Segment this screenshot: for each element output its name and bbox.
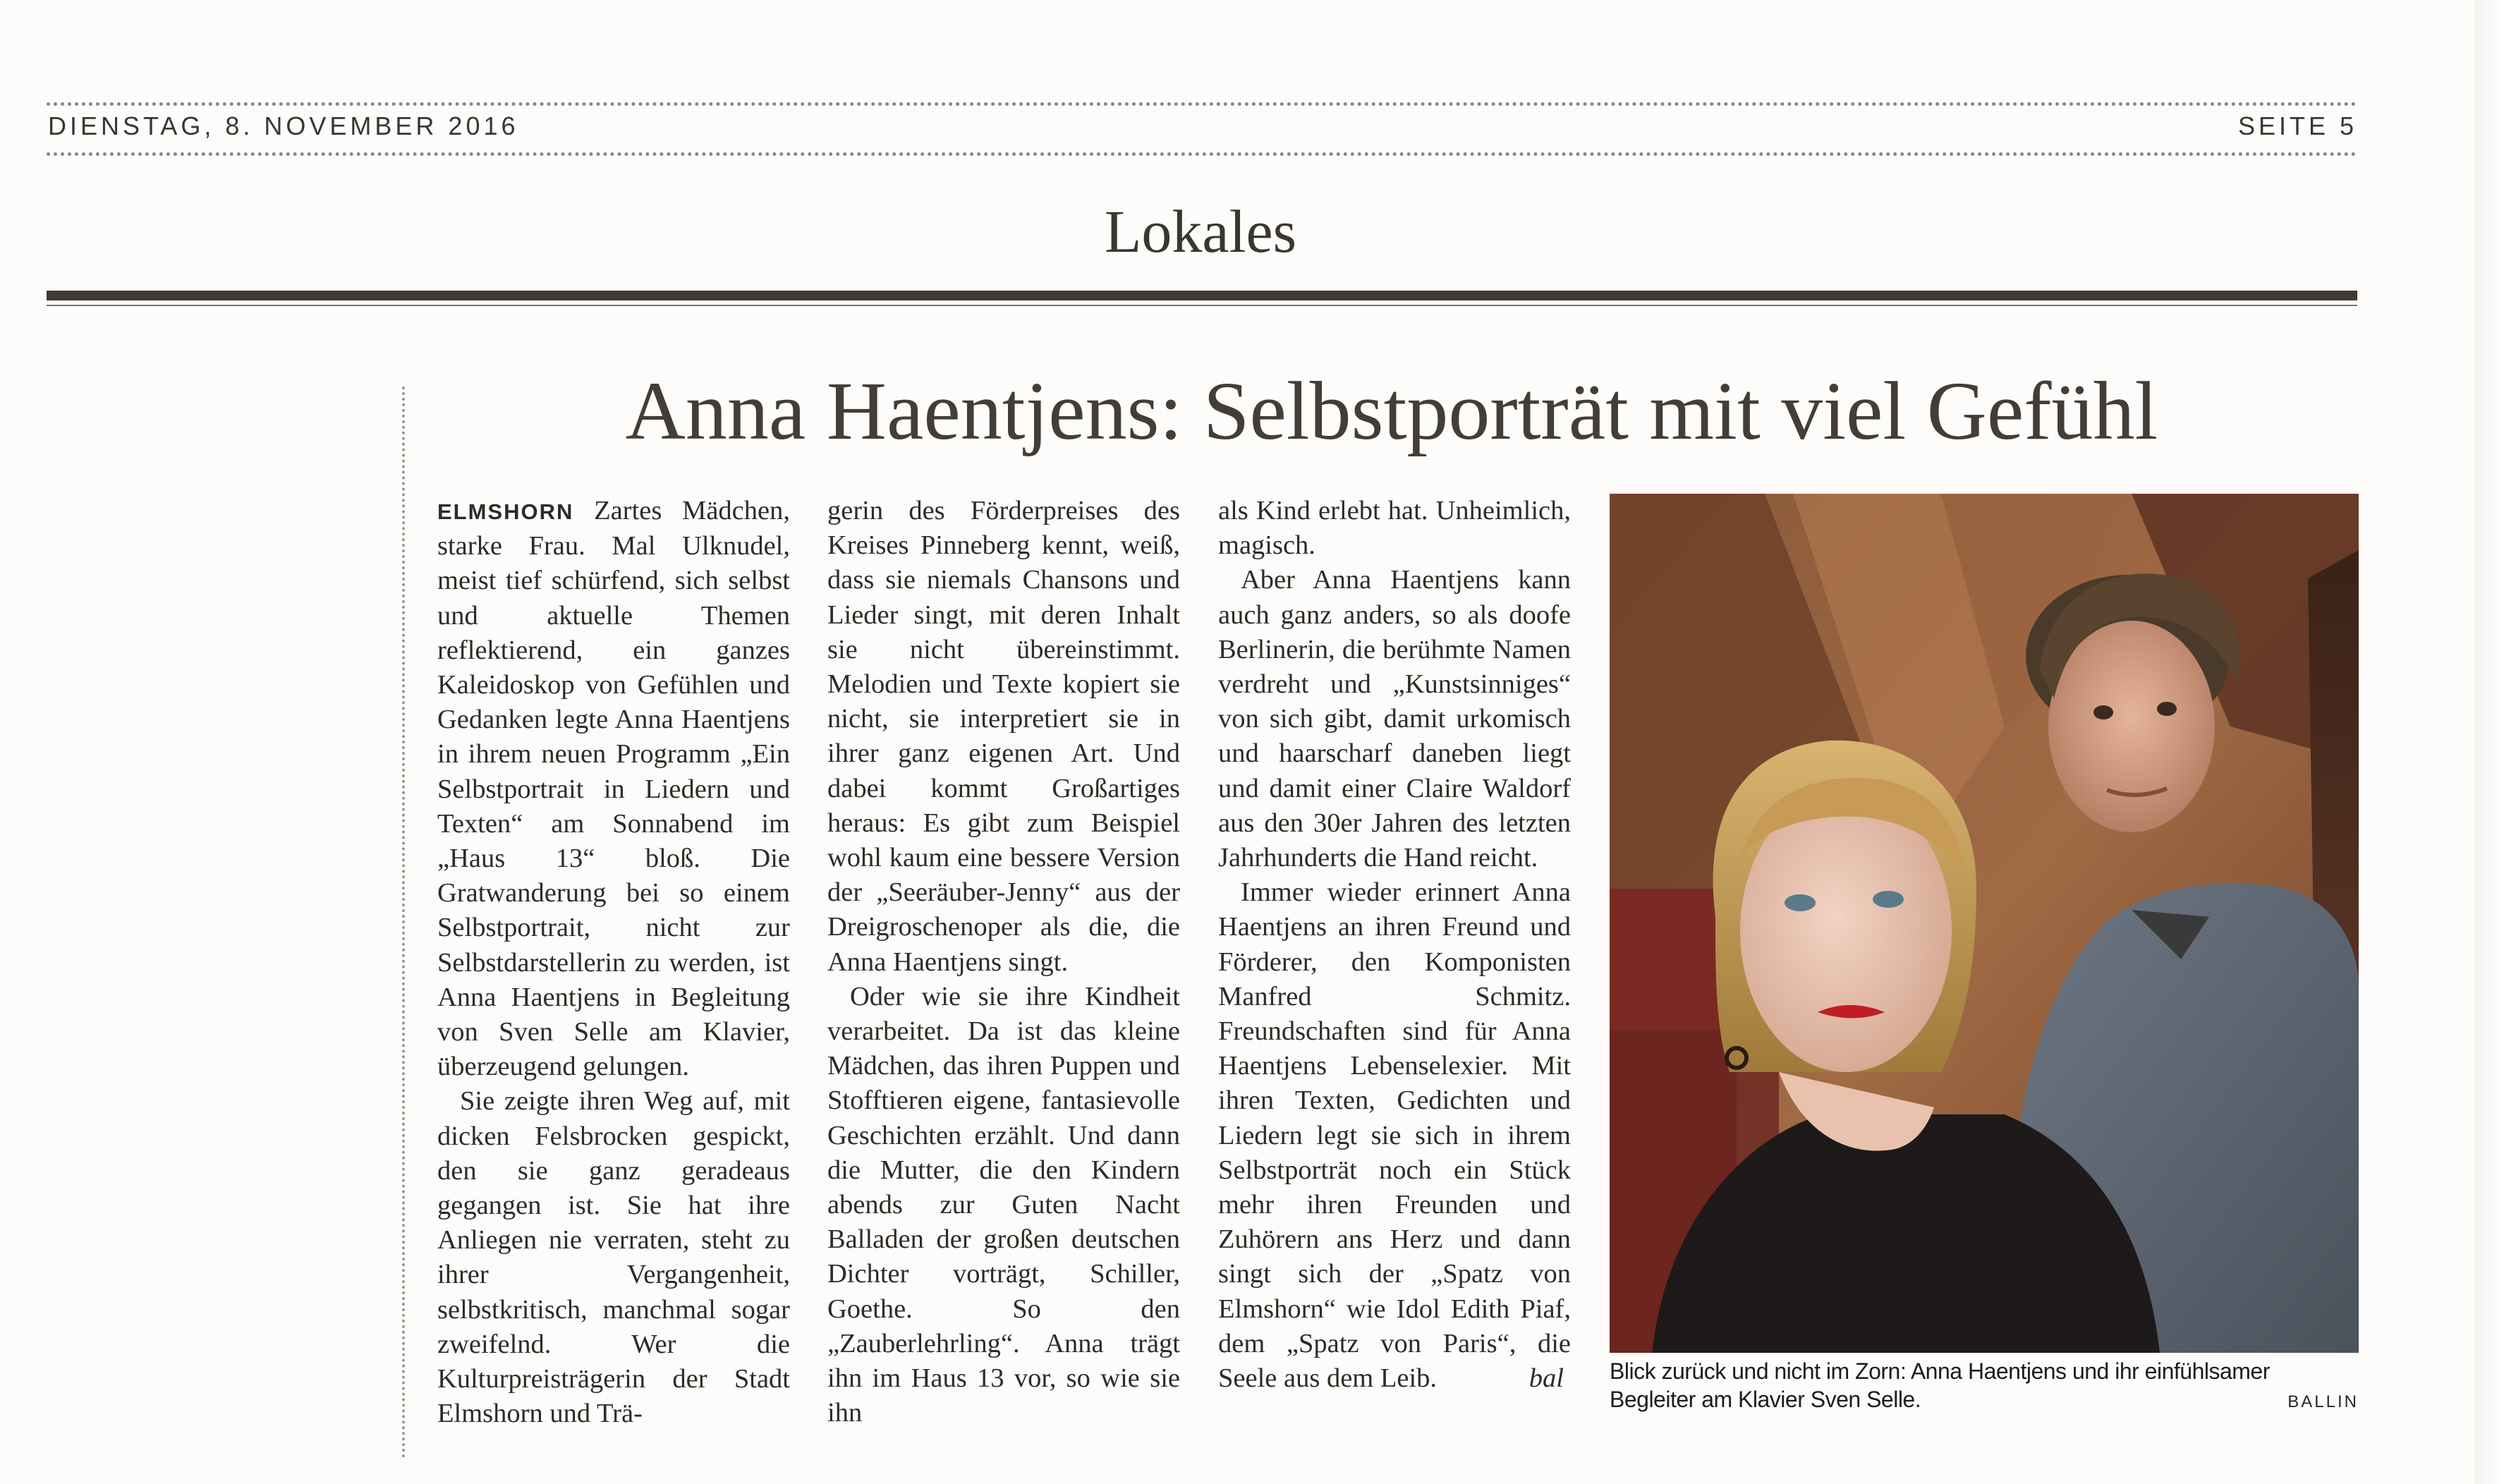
dateline: ELMSHORN	[437, 499, 574, 524]
paragraph: als Kind erlebt hat. Unheimlich, magisch.	[1218, 496, 1571, 561]
column-separator	[402, 387, 405, 1459]
paragraph: Sie zeigte ihren Weg auf, mit dicken Felsbrocken gespickt, den sie ganz geradeaus gegangen ist. Sie hat ihre Anliegen nie verraten, steht zu ihrer Vergangenheit, selbstkritisch, manchmal sogar zweifelnd. Wer die Kulturpreisträgerin der Stadt Elmshorn und Trä-	[437, 1086, 790, 1429]
section-rule-thick	[47, 291, 2357, 300]
paragraph: Oder wie sie ihre Kindheit verarbeitet. Da ist das kleine Mädchen, das ihren Puppen und Stofftieren eigene, fantasievolle Geschichten erzählt. Und dann die Mutter, die den Kindern abends zur Guten Nacht Balladen der großen deutschen Dichter vorträgt, Schiller, Goethe. So den „Zauberlehrling“. Anna trägt ihn im Haus 13 vor, so wie sie ihn	[827, 981, 1180, 1428]
article-column-2	[827, 494, 1180, 1430]
section-title: Lokales	[1104, 197, 1297, 265]
paragraph: gerin des Förderpreises des Kreises Pinneberg kennt, weiß, dass sie niemals Chansons und Lieder singt, mit deren Inhalt sie nicht übereinstimmt. Melodien und Texte kopiert sie nicht, sie interpretiert sie in ihrer ganz eigenen Art. Und dabei kommt Großartiges heraus: Es gibt zum Beispiel wohl kaum eine bessere Version der „Seeräuber-Jenny“ aus der Dreigroschenoper als die, die Anna Haentjens singt.	[827, 496, 1180, 977]
article-headline: Anna Haentjens: Selbstporträt mit viel Gefühl	[625, 365, 2158, 457]
header-bottom-rule	[47, 152, 2357, 156]
article-photo	[1610, 494, 2359, 1353]
scan-edge	[2474, 0, 2504, 1484]
article-column-3	[1218, 494, 1571, 1396]
paragraph	[1218, 875, 1571, 1396]
paragraph-text: Zartes Mädchen, starke Frau. Mal Ulknudel, meist tief schürfend, sich selbst und aktuelle Themen reflektierend, ein ganzes Kaleidoskop von Gefühlen und Gedanken legte Anna Haentjens in ihrem neuen Programm „Ein Selbstportrait in Liedern und Texten“ am Sonnabend im „Haus 13“ bloß. Die Gratwanderung bei so einem Selbstportrait, nicht zur Selbstdarstellerin zu werden, ist Anna Haentjens in Begleitung von Sven Selle am Klavier, überzeugend gelungen.	[437, 496, 790, 1082]
header-page-number: SEITE 5	[2237, 111, 2357, 140]
paragraph	[437, 494, 790, 1084]
header-date: DIENSTAG, 8. NOVEMBER 2016	[48, 111, 519, 140]
author-signature: bal	[1528, 1363, 1564, 1394]
photo-credit: BALLIN	[2287, 1392, 2359, 1411]
section-rule-thin	[47, 305, 2357, 306]
header-top-rule	[47, 102, 2357, 106]
paragraph: Aber Anna Haentjens kann auch ganz anders, so als doofe Berlinerin, die berühmte Namen verdreht und „Kunstsinniges“ von sich gibt, damit urkomisch und haarscharf daneben liegt und damit einer Claire Waldorf aus den 30er Jahren des letzten Jahrhunderts die Hand reicht.	[1218, 565, 1571, 873]
paragraph-text: Immer wieder erinnert Anna Haentjens an ihren Freund und Förderer, den Komponisten Manfred Schmitz. Freundschaften sind für Anna Haentjens Lebenselexier. Mit ihren Texten, Gedichten und Liedern legt sie sich in ihrem Selbstporträt noch ein Stück mehr ihren Freunden und Zuhörern ans Herz und dann singt sich der „Spatz von Elmshorn“ wie Idol Edith Piaf, dem „Spatz von Paris“, die Seele aus dem Leib.	[1218, 877, 1571, 1394]
caption-text: Blick zurück und nicht im Zorn: Anna Haentjens und ihr einfühlsamer Begleiter am Klavier Sven Selle.	[1610, 1358, 2270, 1412]
photo-illustration	[1610, 494, 2359, 1353]
article-column-1	[437, 494, 790, 1431]
